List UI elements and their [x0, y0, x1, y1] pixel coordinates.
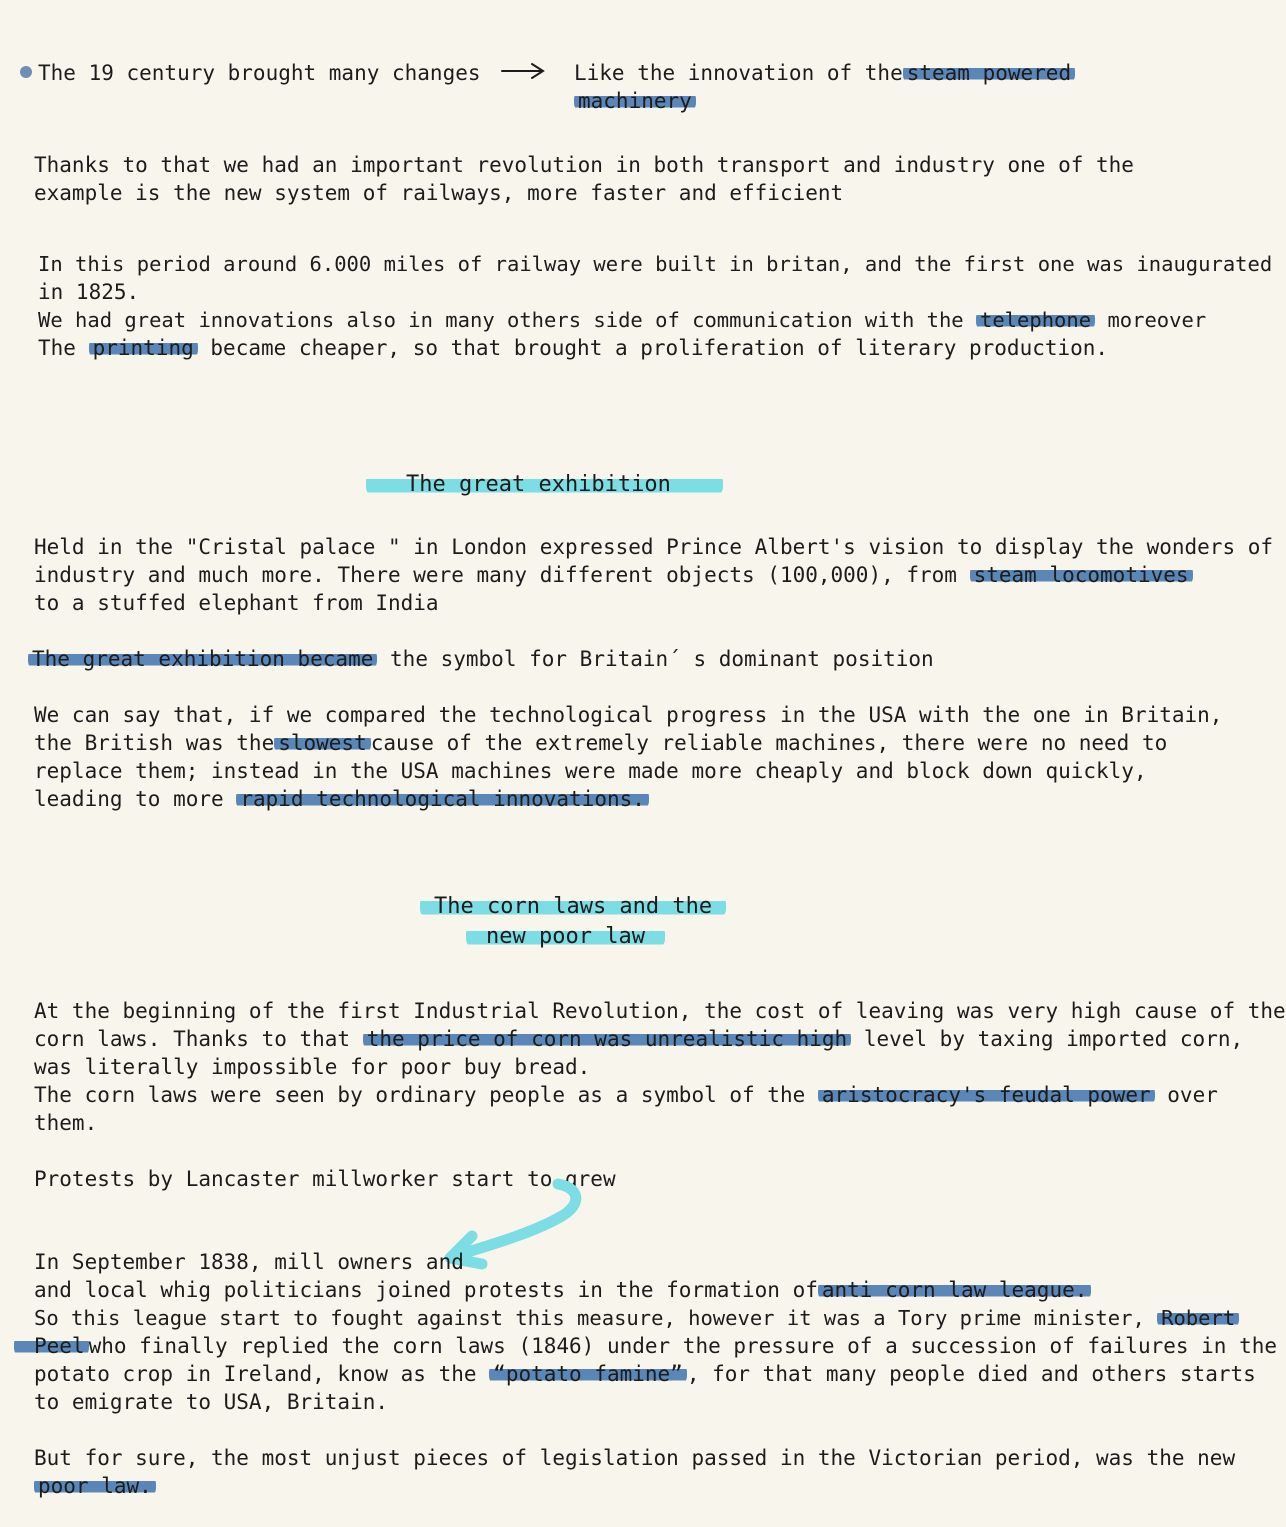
highlight-rapid-technological-innovations: rapid technological innovations.: [236, 787, 649, 811]
highlight-steam-locomotives: steam locomotives: [970, 563, 1193, 587]
september-line6: to emigrate to USA, Britain.: [34, 1390, 389, 1414]
september-line3: So this league start to fought against this measure, however it was a Tory prime minister, Robert: [34, 1304, 1239, 1332]
highlight-steam-powered: steam powered: [903, 61, 1075, 85]
intro-right-line2: [574, 87, 696, 115]
exhibition-line1: Held in the "Cristal palace " in London expressed Prince Albert's vision to display the wonders of: [34, 535, 1274, 559]
highlight-price-of-corn: the price of corn was unrealistic high: [363, 1027, 851, 1051]
poor-law-line1: But for sure, the most unjust pieces of legislation passed in the Victorian period, was the new: [34, 1446, 1236, 1470]
railway-line2: in 1825.: [38, 280, 140, 304]
highlight-printing: printing: [89, 336, 198, 360]
september-line2: and local whig politicians joined protests in the formation of anti corn law league.: [34, 1276, 1091, 1304]
september-line1: In September 1838, mill owners and: [34, 1250, 464, 1274]
comparison-line2: the British was the slowest cause of the extremely reliable machines, there were no need to: [34, 731, 1168, 755]
highlight-poor-law: poor law.: [34, 1474, 156, 1498]
corn-line1: At the beginning of the first Industrial Revolution, the cost of leaving was very high cause of the: [34, 999, 1286, 1023]
railway-line4: The printing became cheaper, so that brought a proliferation of literary production.: [38, 336, 1109, 360]
corn-line5: them.: [34, 1111, 98, 1135]
railway-line1: In this period around 6.000 miles of railway were built in britan, and the first one was inaugurated: [38, 252, 1273, 276]
transport-line1: Thanks to that we had an important revolution in both transport and industry one of the: [34, 153, 1134, 177]
exhibition-line2: industry and much more. There were many different objects (100,000), from steam locomotives: [34, 561, 1193, 589]
september-line5: potato crop in Ireland, know as the “potato famine” , for that many people died and others starts: [34, 1362, 1256, 1386]
exhibition-symbol-line: The great exhibition became the symbol for Britain´ s dominant position: [28, 645, 934, 673]
highlight-robert: Robert: [1157, 1306, 1239, 1330]
exhibition-line3: to a stuffed elephant from India: [34, 591, 439, 615]
comparison-line1: We can say that, if we compared the technological progress in the USA with the one in Britain,: [34, 703, 1223, 727]
transport-line2: example is the new system of railways, more faster and efficient: [34, 181, 844, 205]
comparison-line3: replace them; instead in the USA machines were made more cheaply and block down quickly,: [34, 759, 1147, 783]
highlight-telephone: telephone: [976, 308, 1095, 332]
heading-great-exhibition: The great exhibition: [366, 470, 680, 500]
corn-line3: was literally impossible for poor buy bread.: [34, 1055, 591, 1079]
highlight-machinery: machinery: [574, 89, 696, 113]
highlight-anti-corn-law-league: anti corn law league.: [818, 1278, 1092, 1302]
poor-law-line2: [34, 1472, 156, 1500]
intro-left: The 19 century brought many changes: [38, 61, 481, 85]
highlight-peel: Peel: [14, 1334, 89, 1358]
bullet-dot: [20, 66, 32, 78]
protests-line: Protests by Lancaster millworker start to grew: [34, 1167, 616, 1191]
highlight-slowest: slowest: [274, 731, 371, 755]
highlight-aristocracy-feudal-power: aristocracy's feudal power: [818, 1083, 1155, 1107]
arrow-right-icon: [500, 62, 546, 80]
heading-new-poor-law: new poor law: [466, 922, 660, 952]
corn-line2: corn laws. Thanks to that the price of corn was unrealistic high level by taxing imported corn,: [34, 1027, 1244, 1051]
september-line4: Peel who finally replied the corn laws (1846) under the pressure of a succession of failures in the: [14, 1332, 1277, 1360]
corn-line4: The corn laws were seen by ordinary people as a symbol of the aristocracy's feudal power over: [34, 1083, 1218, 1107]
highlight-potato-famine: “potato famine”: [489, 1362, 687, 1386]
highlight-great-exhibition-became: The great exhibition became: [28, 647, 377, 671]
intro-right-line1: Like the innovation of the steam powered: [574, 59, 1075, 87]
heading-corn-laws: The corn laws and the: [420, 892, 704, 922]
railway-line3: We had great innovations also in many others side of communication with the telephone moreover: [38, 308, 1207, 332]
comparison-line4: leading to more rapid technological innovations.: [34, 785, 649, 813]
